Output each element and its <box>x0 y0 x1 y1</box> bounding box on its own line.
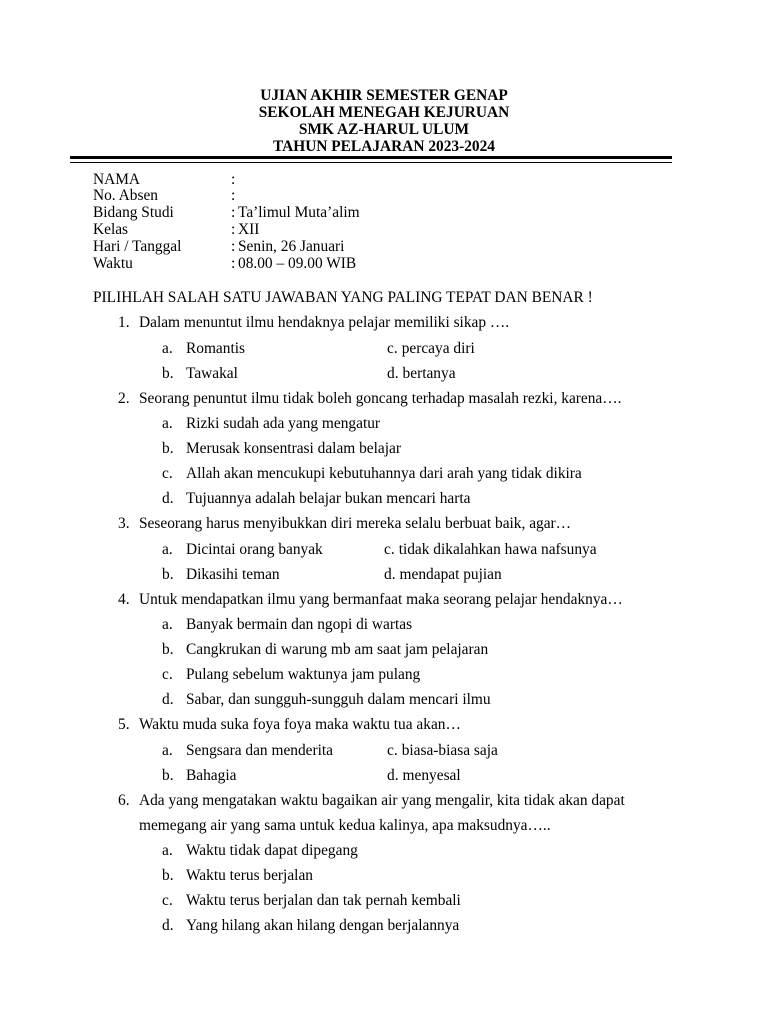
option-text: Tawakal <box>186 364 238 382</box>
option-c <box>387 336 475 361</box>
option-letter: b. <box>162 565 174 583</box>
option-text: bertanya <box>402 364 456 382</box>
option-text: Pulang sebelum waktunya jam pulang <box>186 666 421 684</box>
option-text: Yang hilang akan hilang dengan berjalannya <box>186 917 460 935</box>
option-c <box>0 461 768 486</box>
question-3 <box>0 511 768 536</box>
identity-label: No. Absen <box>93 187 158 205</box>
option-text: Dikasihi teman <box>186 565 280 583</box>
header-double-rule <box>70 156 672 163</box>
question-1 <box>0 310 768 335</box>
option-d <box>387 361 456 386</box>
question-number: 5. <box>118 716 130 734</box>
option-letter: b. <box>162 641 174 659</box>
identity-row-absen <box>93 188 653 205</box>
identity-value: 08.00 – 09.00 WIB <box>238 254 357 272</box>
option-a <box>0 612 768 637</box>
option-b <box>0 863 768 888</box>
identity-label: Kelas <box>93 220 129 238</box>
option-b <box>0 436 768 461</box>
option-letter: b. <box>162 867 174 885</box>
identity-colon: : <box>231 170 236 188</box>
question-text: Waktu muda suka foya foya maka waktu tua akan… <box>139 716 461 734</box>
option-text: Merusak konsentrasi dalam belajar <box>186 440 401 458</box>
question-text-line-1: Ada yang mengatakan waktu bagaikan air yang mengalir, kita tidak akan dapat <box>139 791 625 809</box>
option-letter: c. <box>387 339 398 357</box>
option-text: Sabar, dan sungguh-sungguh dalam mencari ilmu <box>186 691 491 709</box>
identity-value: XII <box>238 220 260 238</box>
option-text: Tujuannya adalah belajar bukan mencari harta <box>186 490 471 508</box>
identity-colon: : <box>231 254 236 272</box>
academic-year: TAHUN PELAJARAN 2023-2024 <box>272 137 496 155</box>
option-text: Waktu terus berjalan dan tak pernah kembali <box>186 892 461 910</box>
option-d <box>0 486 768 511</box>
identity-row-bidang-studi <box>93 205 653 222</box>
option-letter: d. <box>384 565 396 583</box>
identity-label: Hari / Tanggal <box>93 237 182 255</box>
option-letter: d. <box>387 766 399 784</box>
identity-colon: : <box>231 187 236 205</box>
option-text: Waktu tidak dapat dipegang <box>186 842 358 860</box>
option-letter: c. <box>384 540 395 558</box>
option-row-b-d <box>0 763 768 788</box>
exam-header <box>0 87 768 155</box>
option-text: Romantis <box>186 339 245 357</box>
option-letter: b. <box>162 766 174 784</box>
question-number: 2. <box>118 389 130 407</box>
option-text: Dicintai orang banyak <box>186 540 323 558</box>
option-text: Rizki sudah ada yang mengatur <box>186 414 381 432</box>
question-2 <box>0 386 768 411</box>
identity-colon: : <box>231 237 236 255</box>
option-letter: a. <box>162 540 173 558</box>
option-letter: c. <box>162 465 173 483</box>
option-letter: a. <box>162 339 173 357</box>
identity-block <box>93 172 653 273</box>
option-letter: d. <box>162 490 174 508</box>
identity-row-kelas <box>93 222 653 239</box>
option-text: mendapat pujian <box>399 565 502 583</box>
question-text: Untuk mendapatkan ilmu yang bermanfaat maka seorang pelajar hendaknya… <box>139 590 623 608</box>
option-letter: b. <box>162 364 174 382</box>
option-row-b-d <box>0 562 768 587</box>
option-d <box>0 913 768 938</box>
option-text: percaya diri <box>401 339 475 357</box>
option-row-a-c <box>0 336 768 361</box>
question-text: Seseorang harus menyibukkan diri mereka selalu berbuat baik, agar… <box>139 515 572 533</box>
option-letter: a. <box>162 615 173 633</box>
option-letter: d. <box>387 364 399 382</box>
question-number: 6. <box>118 791 130 809</box>
exam-title: UJIAN AKHIR SEMESTER GENAP <box>260 86 508 104</box>
option-text: Bahagia <box>186 766 237 784</box>
question-text-line-2: memegang air yang sama untuk kedua kalinya, apa maksudnya….. <box>139 816 551 834</box>
option-a <box>0 838 768 863</box>
option-row-a-c <box>0 537 768 562</box>
option-letter: a. <box>162 414 173 432</box>
option-letter: a. <box>162 741 173 759</box>
option-d <box>384 562 502 587</box>
question-4 <box>0 587 768 612</box>
option-letter: a. <box>162 842 173 860</box>
option-d <box>0 687 768 712</box>
question-number: 1. <box>118 314 130 332</box>
identity-colon: : <box>231 220 236 238</box>
option-text: menyesal <box>402 766 461 784</box>
option-c <box>387 738 498 763</box>
option-d <box>387 763 461 788</box>
option-c <box>384 537 597 562</box>
option-letter: d. <box>162 691 174 709</box>
option-text: Banyak bermain dan ngopi di wartas <box>186 615 413 633</box>
identity-row-nama <box>93 172 653 189</box>
option-text: Allah akan mencukupi kebutuhannya dari arah yang tidak dikira <box>186 465 582 483</box>
option-c <box>0 888 768 913</box>
option-c <box>0 662 768 687</box>
option-letter: c. <box>162 892 173 910</box>
option-letter: d. <box>162 917 174 935</box>
option-text: Waktu terus berjalan <box>186 867 313 885</box>
option-text: tidak dikalahkan hawa nafsunya <box>398 540 597 558</box>
question-6 <box>0 788 768 813</box>
question-number: 4. <box>118 590 130 608</box>
identity-row-hari-tanggal <box>93 239 653 256</box>
option-b <box>0 637 768 662</box>
option-row-a-c <box>0 738 768 763</box>
option-letter: b. <box>162 440 174 458</box>
question-6-continuation <box>0 813 768 838</box>
option-letter: c. <box>387 741 398 759</box>
school-name: SMK AZ-HARUL ULUM <box>298 120 470 138</box>
identity-value: Senin, 26 Januari <box>238 237 345 255</box>
identity-value: Ta’limul Muta’alim <box>238 204 360 222</box>
option-text: Sengsara dan menderita <box>186 741 334 759</box>
identity-colon: : <box>231 204 236 222</box>
option-a <box>0 411 768 436</box>
instruction-text: PILIHLAH SALAH SATU JAWABAN YANG PALING TEPAT DAN BENAR ! <box>93 289 593 306</box>
option-text: biasa-biasa saja <box>401 741 498 759</box>
option-text: Cangkrukan di warung mb am saat jam pelajaran <box>186 641 489 659</box>
question-text: Dalam menuntut ilmu hendaknya pelajar memiliki sikap …. <box>139 314 510 332</box>
identity-label: NAMA <box>93 170 141 188</box>
question-text: Seorang penuntut ilmu tidak boleh goncang terhadap masalah rezki, karena…. <box>139 389 622 407</box>
question-number: 3. <box>118 515 130 533</box>
option-row-b-d <box>0 361 768 386</box>
school-type: SEKOLAH MENEGAH KEJURUAN <box>258 103 510 121</box>
identity-label: Bidang Studi <box>93 204 174 222</box>
question-list <box>0 310 768 938</box>
option-letter: c. <box>162 666 173 684</box>
identity-row-waktu <box>93 256 653 273</box>
question-5 <box>0 712 768 737</box>
identity-label: Waktu <box>93 254 133 272</box>
